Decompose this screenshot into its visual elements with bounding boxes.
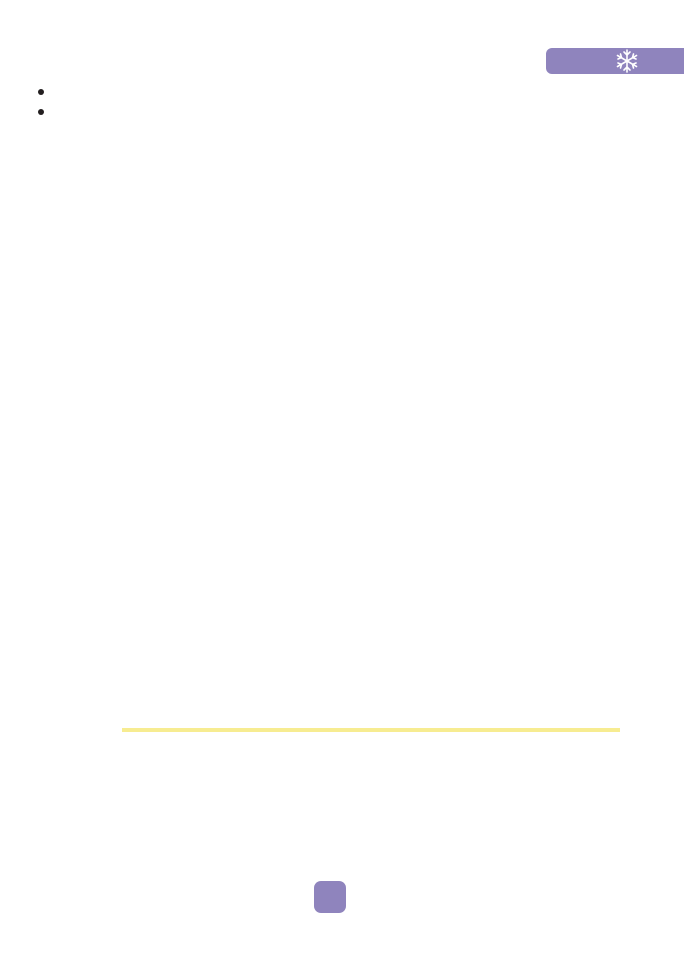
bullet-icon bbox=[38, 89, 44, 95]
page-number bbox=[314, 881, 346, 913]
month-tab bbox=[546, 48, 684, 74]
list-item bbox=[38, 102, 628, 122]
bullet-icon bbox=[38, 109, 44, 115]
section-divider bbox=[122, 728, 620, 732]
materials-list bbox=[38, 82, 628, 122]
side-splash-decoration bbox=[14, 722, 114, 822]
snowflake-icon bbox=[614, 48, 640, 74]
list-item bbox=[38, 82, 628, 102]
